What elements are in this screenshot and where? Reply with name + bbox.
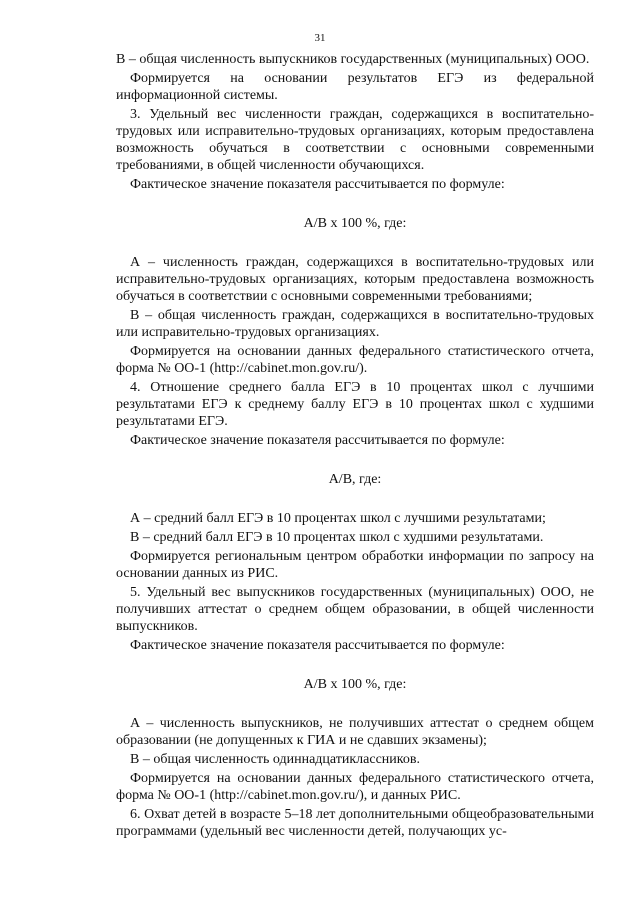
paragraph: Формируется региональным центром обработки информации по запросу на основании данных из РИС. [116,549,594,581]
section-heading-4: 4. Отношение среднего балла ЕГЭ в 10 процентах школ с лучшими результатами ЕГЭ к среднему баллу ЕГЭ в 10 процентах школ с худшими результатами ЕГЭ. [116,380,594,429]
paragraph: А – численность граждан, содержащихся в воспитательно-трудовых или исправительно-трудовых организациях, которым предоставлена возможность обучаться в соответствии с основными современными требованиями; [116,255,594,304]
paragraph: Фактическое значение показателя рассчитывается по формуле: [130,433,505,448]
paragraph: А – средний балл ЕГЭ в 10 процентах школ с лучшими результатами; [130,511,546,526]
formula: А/В х 100 %, где: [303,216,407,231]
paragraph: Фактическое значение показателя рассчитывается по формуле: [130,638,505,653]
section-heading-5: 5. Удельный вес выпускников государственных (муниципальных) ООО, не получивших аттестат о среднем общем образовании, в общей численности выпускников. [116,585,594,634]
paragraph: Формируется на основании данных федерального статистического отчета, форма № ОО-1 (http://cabinet.mon.gov.ru/). [116,344,594,376]
document-body [116,51,594,842]
section-heading-6: 6. Охват детей в возрасте 5–18 лет дополнительными общеобразовательными программами (удельный вес численности детей, получающих ус- [116,807,594,839]
paragraph: В – общая численность граждан, содержащихся в воспитательно-трудовых или исправительно-трудовых организациях. [116,308,594,340]
paragraph: В – средний балл ЕГЭ в 10 процентах школ с худшими результатами. [130,530,544,545]
paragraph: Фактическое значение показателя рассчитывается по формуле: [130,177,505,192]
page-number: 31 [314,32,326,44]
section-heading-3: 3. Удельный вес численности граждан, содержащихся в воспитательно-трудовых или исправительно-трудовых организациях, которым предоставлена возможность обучаться в соответствии с основными современными требованиями, в общей численности обучающихся. [116,107,594,173]
paragraph: Формируется на основании результатов ЕГЭ из федеральной информационной системы. [116,71,594,103]
paragraph: Формируется на основании данных федерального статистического отчета, форма № ОО-1 (http://cabinet.mon.gov.ru/), и данных РИС. [116,771,594,803]
paragraph: В – общая численность выпускников государственных (муниципальных) ООО. [116,52,590,67]
formula: А/В, где: [328,472,382,487]
paragraph: В – общая численность одиннадцатиклассников. [130,752,420,767]
formula: А/В х 100 %, где: [303,677,407,692]
paragraph: А – численность выпускников, не получивших аттестат о среднем общем образовании (не допущенных к ГИА и не сдавших экзамены); [116,716,594,748]
